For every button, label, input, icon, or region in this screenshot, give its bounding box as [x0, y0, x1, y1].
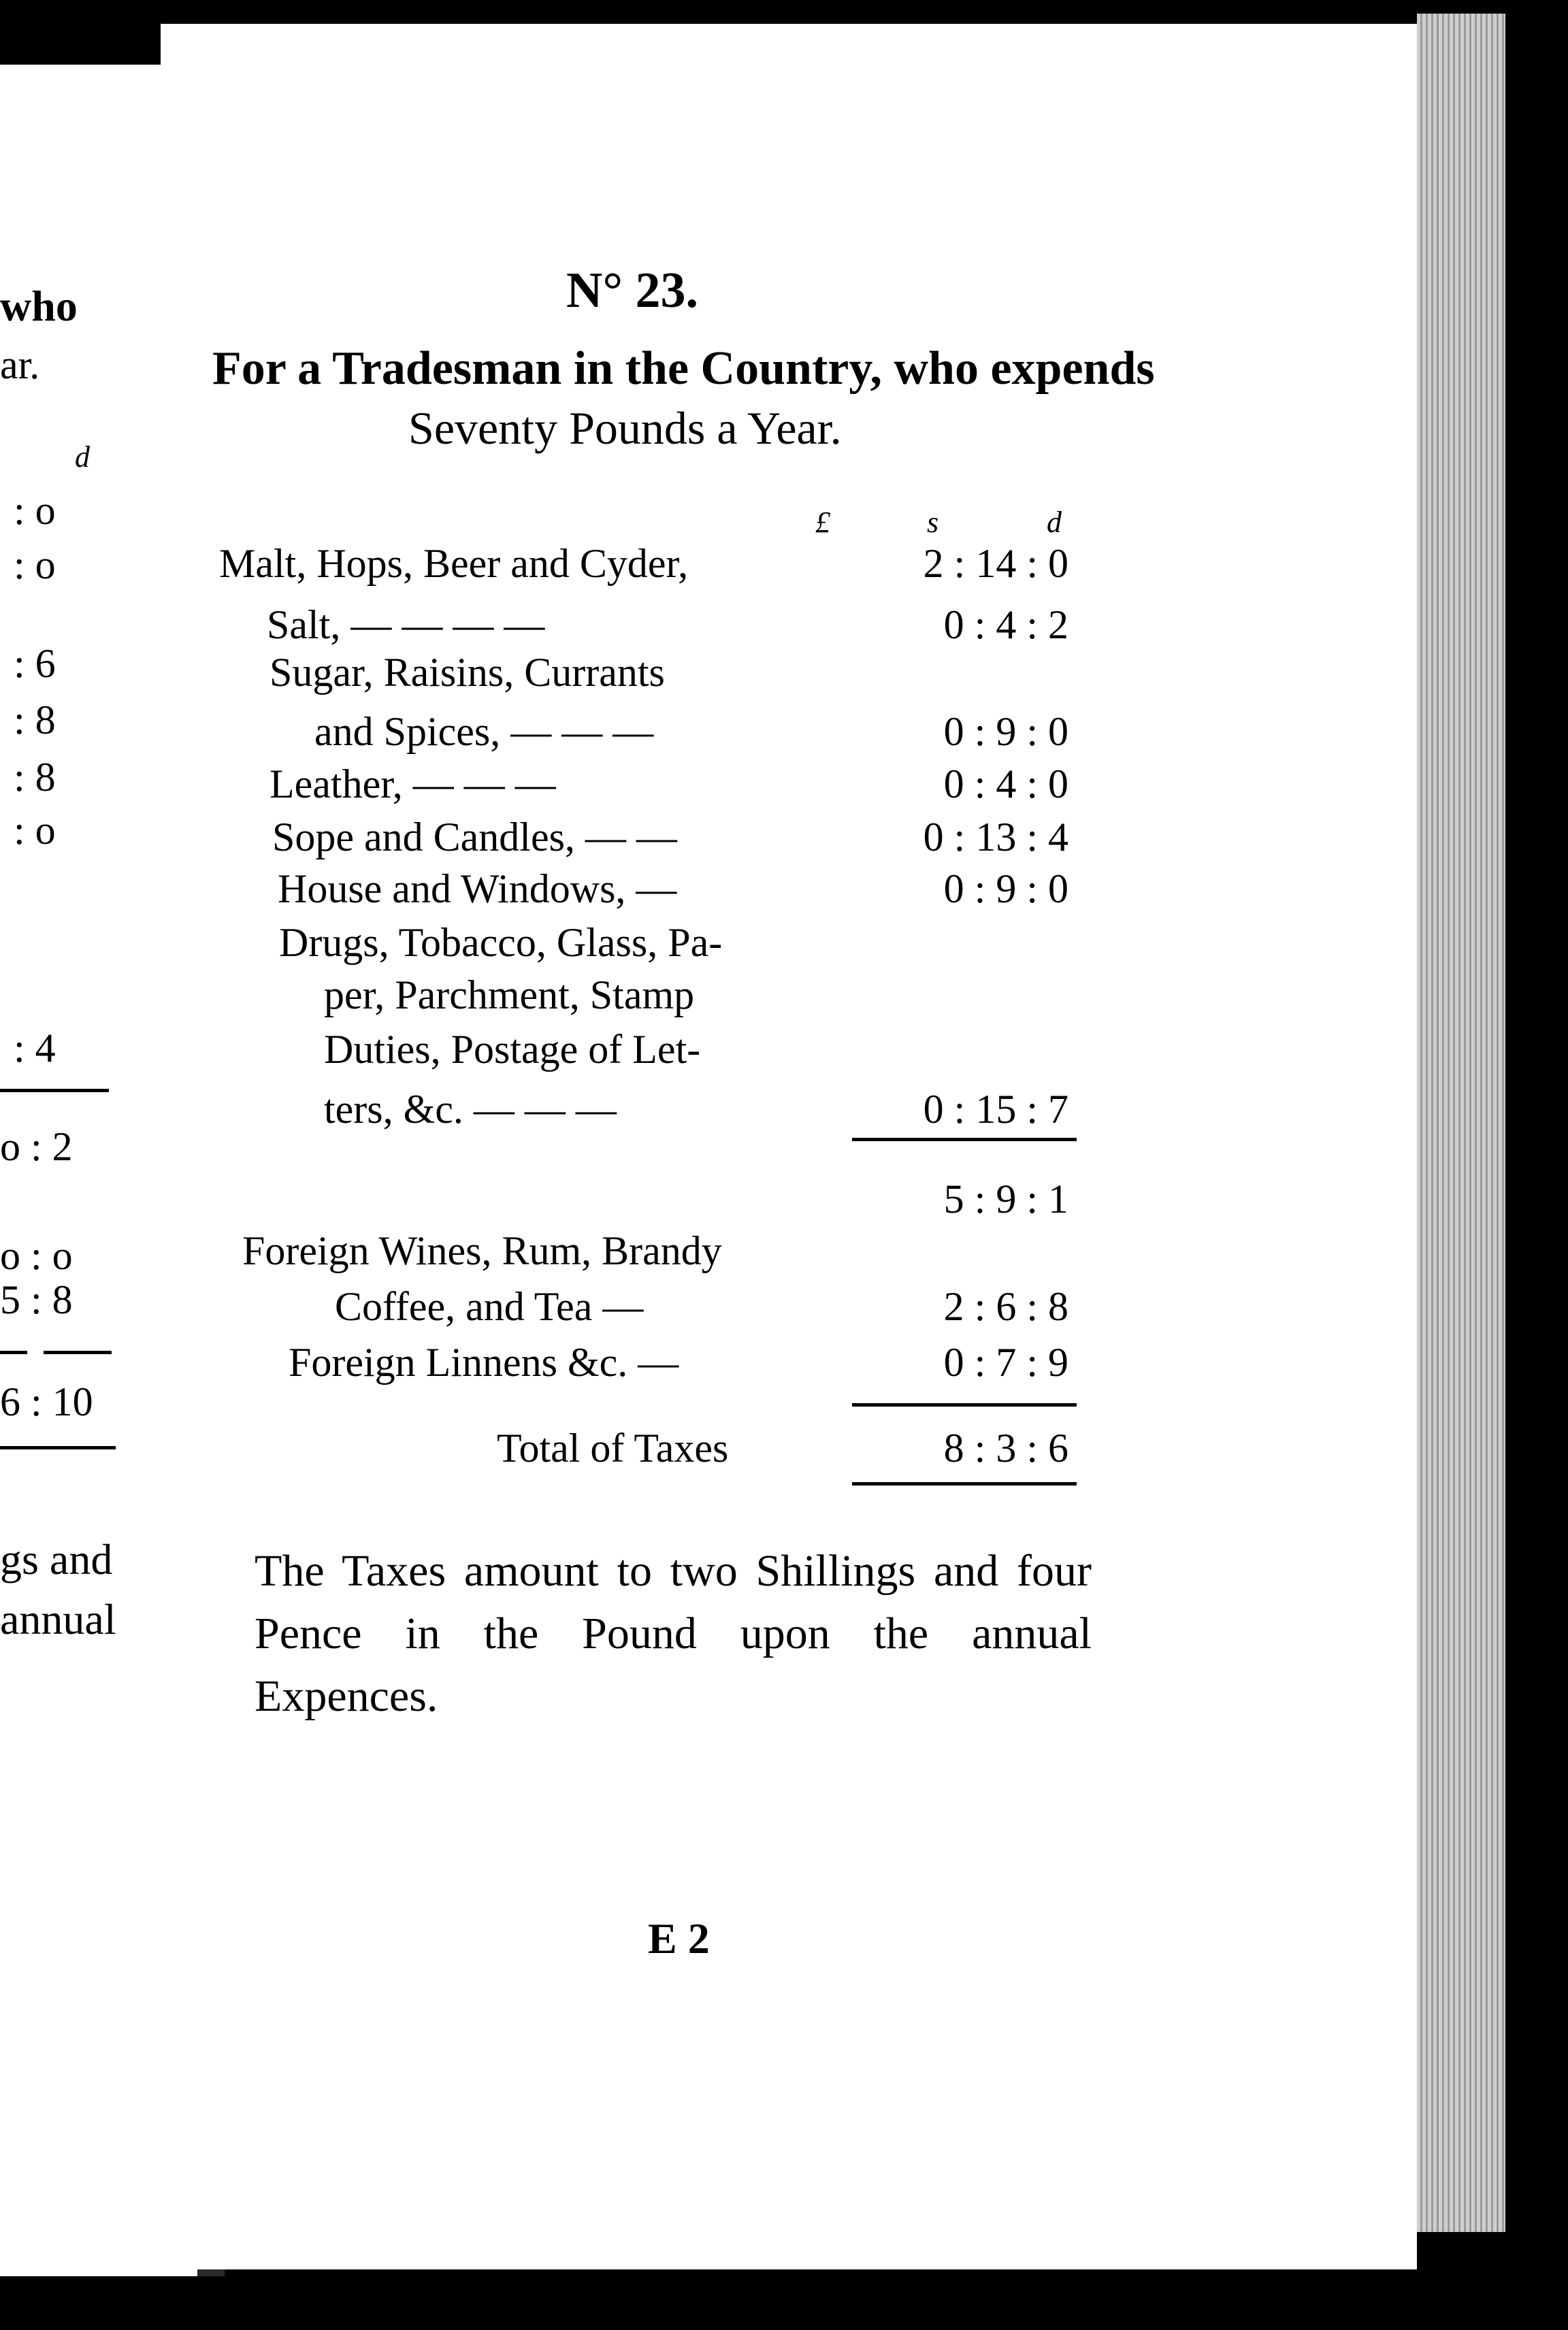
signature-mark: E 2 — [648, 1914, 710, 1963]
total-value: 8 : 3 : 6 — [943, 1426, 1068, 1471]
left-fragment-value: : 8 — [14, 755, 56, 800]
item-value: 0 : 4 : 2 — [943, 602, 1068, 647]
page-subtitle: Seventy Pounds a Year. — [408, 402, 842, 454]
item-label: Duties, Postage of Let- — [324, 1027, 701, 1072]
left-fragment-value: 6 : 10 — [0, 1379, 93, 1424]
left-fragment-value: 5 : 8 — [0, 1277, 73, 1322]
page-title: For a Tradesman in the Country, who expends — [212, 342, 1155, 395]
total-label: Total of Taxes — [497, 1426, 729, 1471]
pence-header: d — [1047, 506, 1062, 539]
left-fragment-rule — [0, 1446, 116, 1449]
left-fragment-value: : 8 — [14, 698, 56, 742]
left-fragment-value: : 6 — [14, 641, 56, 686]
left-fragment-rule — [44, 1351, 112, 1354]
left-fragment-header: d — [75, 440, 90, 474]
item-label: Leather, — — — — [270, 761, 556, 806]
item-label: Malt, Hops, Beer and Cyder, — [219, 541, 689, 586]
page-edges — [1417, 14, 1505, 2232]
item-label: Salt, — — — — — [267, 602, 545, 647]
left-fragment-value: o : o — [0, 1233, 73, 1278]
left-fragment-text: gs and — [0, 1535, 113, 1584]
left-fragment-value: : o — [14, 488, 56, 533]
left-fragment-value: : o — [14, 542, 56, 587]
item-label: Foreign Linnens &c. — — [289, 1340, 679, 1385]
left-fragment-text: ar. — [0, 342, 40, 387]
item-label: Sugar, Raisins, Currants — [270, 650, 665, 695]
item-label: and Spices, — — — — [314, 709, 654, 754]
item-label: per, Parchment, Stamp — [324, 972, 695, 1017]
left-fragment-text: who — [0, 282, 78, 330]
left-fragment-value: : o — [14, 808, 56, 853]
summary-paragraph: The Taxes amount to two Shillings and four Pence in the Pound upon the annual Expences. — [255, 1546, 1092, 1721]
pounds-header: £ — [815, 506, 830, 539]
left-fragment-rule — [0, 1089, 109, 1092]
left-fragment-value: o : 2 — [0, 1124, 73, 1169]
item-value: 0 : 9 : 0 — [943, 709, 1068, 754]
item-value: 0 : 9 : 0 — [943, 866, 1068, 911]
item-label: Coffee, and Tea — — [335, 1284, 644, 1329]
item-label: House and Windows, — — [278, 866, 677, 911]
subtotal-rule — [852, 1138, 1077, 1141]
left-fragment-value: : 4 — [14, 1025, 56, 1070]
left-fragment-rule — [0, 1351, 27, 1354]
item-value: 0 : 13 : 4 — [923, 815, 1068, 859]
subtotal-value: 5 : 9 : 1 — [943, 1177, 1068, 1221]
item-value: 0 : 7 : 9 — [943, 1340, 1068, 1385]
item-value: 0 : 15 : 7 — [923, 1087, 1068, 1132]
book-edge-shadow — [1505, 0, 1568, 2330]
item-value: 2 : 14 : 0 — [923, 541, 1068, 586]
item-value: 0 : 4 : 0 — [943, 761, 1068, 806]
item-label: Sope and Candles, — — — [272, 815, 677, 859]
shillings-header: s — [927, 506, 939, 539]
table-number: N° 23. — [566, 263, 699, 318]
total-rule-top — [852, 1403, 1077, 1407]
item-label: ters, &c. — — — — [324, 1087, 617, 1132]
item-value: 2 : 6 : 8 — [943, 1284, 1068, 1329]
total-rule-bottom — [852, 1482, 1077, 1486]
left-fragment-text: annual — [0, 1595, 116, 1643]
item-label: Foreign Wines, Rum, Brandy — [242, 1228, 722, 1273]
item-label: Drugs, Tobacco, Glass, Pa- — [279, 920, 723, 965]
